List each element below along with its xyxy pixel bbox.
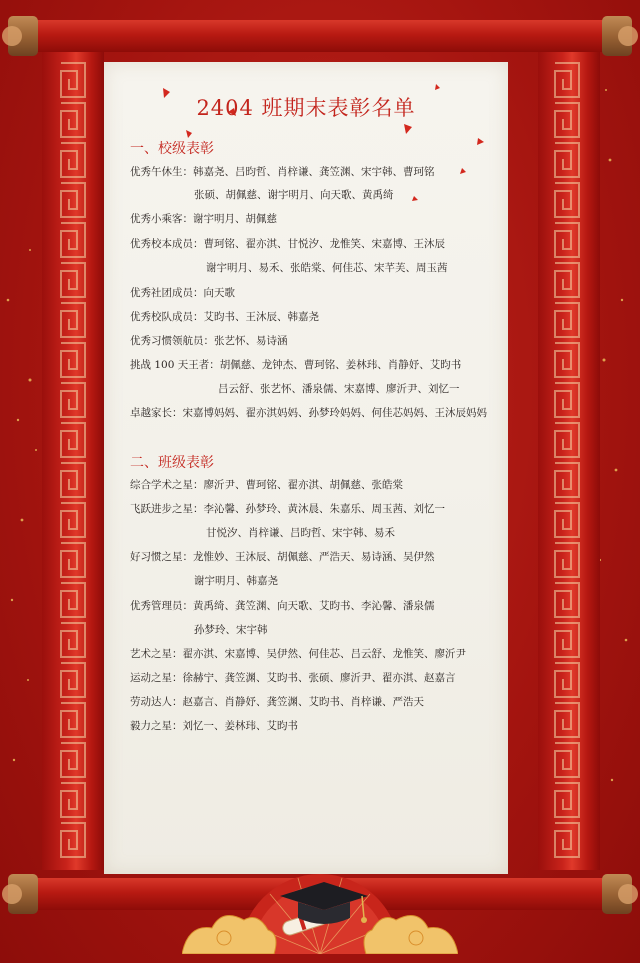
list-item: 谢宇明月、韩嘉尧 [194,575,278,587]
list-item: 挑战 100 天王者：胡佩慈、龙钟杰、曹珂铭、姜林玮、肖静妤、艾昀书 [130,359,462,371]
list-item: 好习惯之星：龙惟妙、王沐辰、胡佩慈、严浩天、易诗涵、吴伊然 [130,551,435,563]
page-title: 2404 班期末表彰名单 [196,96,416,120]
list-item: 飞跃进步之星：李沁馨、孙梦玲、黄沐晨、朱嘉乐、周玉茜、刘忆一 [130,503,445,515]
list-item: 优秀校本成员：曹珂铭、翟亦淇、甘悦汐、龙惟笑、宋嘉博、王沐辰 [130,238,445,250]
section-heading-class: 二、班级表彰 [130,455,214,471]
list-item: 优秀习惯领航员：张艺怀、易诗涵 [130,335,288,347]
list-item: 优秀管理员：黄禹绮、龚笠渊、向天歌、艾昀书、李沁馨、潘泉儒 [130,600,435,612]
list-item: 优秀校队成员：艾昀书、王沐辰、韩嘉尧 [130,311,319,323]
list-item: 优秀社团成员：向天歌 [130,287,235,299]
list-item: 艺术之星：翟亦淇、宋嘉博、吴伊然、何佳芯、吕云舒、龙惟笑、廖沂尹 [130,648,466,660]
list-item: 运动之星：徐赫宁、龚笠渊、艾昀书、张硕、廖沂尹、翟亦淇、赵嘉言 [130,672,456,684]
list-item: 谢宇明月、易禾、张皓棠、何佳芯、宋芊芙、周玉茜 [206,262,448,274]
list-item: 甘悦汐、肖梓谦、吕昀哲、宋宇韩、易禾 [206,527,395,539]
list-item: 卓越家长：宋嘉博妈妈、翟亦淇妈妈、孙梦玲妈妈、何佳芯妈妈、王沐辰妈妈 [130,407,487,419]
list-item: 吕云舒、张艺怀、潘泉儒、宋嘉博、廖沂尹、刘忆一 [218,383,460,395]
list-item: 张硕、胡佩慈、谢宇明月、向天歌、黄禹绮 [194,189,394,201]
section-heading-school: 一、校级表彰 [130,141,214,157]
list-item: 综合学术之星：廖沂尹、曹珂铭、翟亦淇、胡佩慈、张皓棠 [130,479,403,491]
list-item: 孙梦玲、宋宇韩 [194,624,268,636]
bottom-decoration [182,864,458,954]
list-item: 劳动达人：赵嘉言、肖静妤、龚笠渊、艾昀书、肖梓谦、严浩天 [130,696,424,708]
list-item: 优秀小乘客：谢宇明月、胡佩慈 [130,213,277,225]
list-item: 毅力之星：刘忆一、姜林玮、艾昀书 [130,720,298,732]
list-item: 优秀午休生：韩嘉尧、吕昀哲、肖梓谦、龚笠渊、宋宇韩、曹珂铭 [130,166,435,178]
